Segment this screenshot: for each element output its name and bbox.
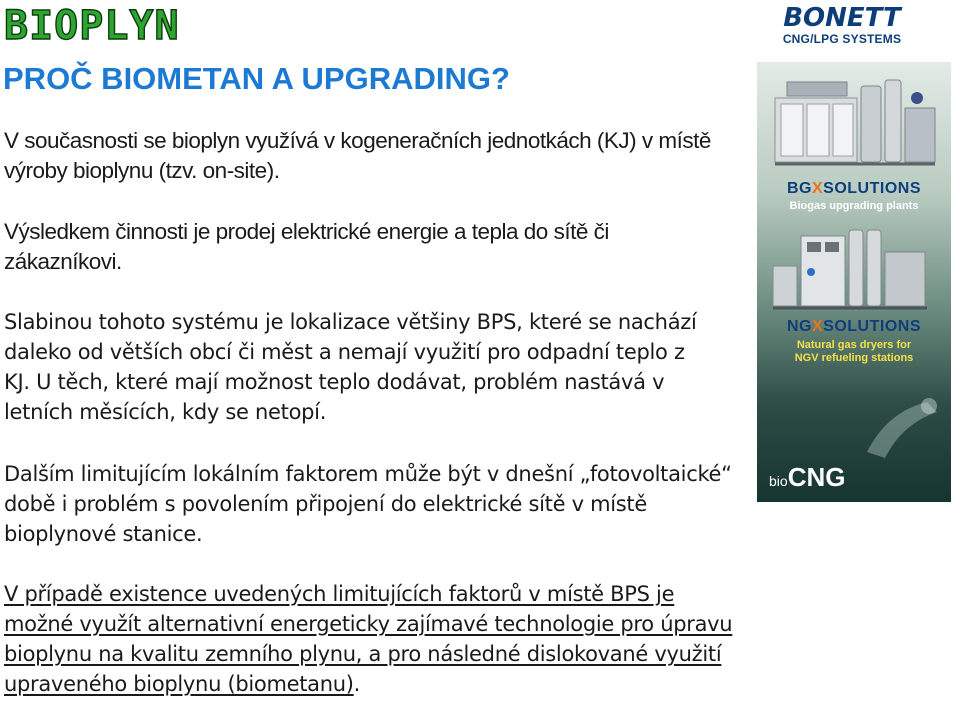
paragraph-3: Slabinou tohoto systému je lokalizace většiny BPS, které se nachází daleko od větších obcí či měst a nemají využití pro odpadní teplo z KJ. U těch, které mají možnost teplo dodávat, problém nastává v letních měsících, kdy se netopí. xyxy=(4,310,697,424)
ngx-suffix: SOLUTIONS xyxy=(823,318,921,335)
paragraph-5-underlined: V případě existence uvedených limitujících faktorů v místě BPS je možné využít alternativní energeticky zajímavé technologie pro úpravu bioplynu na kvalitu zemního plynu, a pro následné dislokované využití upraveného bioplynu (biometanu) xyxy=(4,582,733,696)
ngx-machine-image xyxy=(767,222,941,318)
ngx-x: X xyxy=(811,318,824,335)
bgx-caption: Biogas upgrading plants xyxy=(789,200,919,212)
paragraph-1: V současnosti se bioplyn využívá v kogeneračních jednotkách (KJ) v místě výroby bioplynu (tzv. on-site). xyxy=(4,128,711,183)
paragraph-4: Dalším limitujícím lokálním faktorem může být v dnešní „fotovoltaické“ době i problém s povolením připojení do elektrické sítě v místě bioplynové stanice. xyxy=(4,462,732,546)
fuel-nozzle-graphic xyxy=(857,372,947,462)
ngx-solutions-label xyxy=(757,318,951,336)
biocng-main: CNG xyxy=(787,462,846,492)
brand-subtitle: CNG/LPG SYSTEMS xyxy=(782,32,902,46)
bgx-machine-image xyxy=(767,68,941,176)
bgx-suffix: SOLUTIONS xyxy=(823,180,921,197)
biocng-prefix: bio xyxy=(769,473,788,489)
biocng-logo xyxy=(769,462,845,493)
bgx-prefix: BG xyxy=(786,180,812,197)
ngx-caption-line-2: NGV refueling stations xyxy=(794,352,914,364)
ngx-prefix: NG xyxy=(786,318,812,335)
ngx-caption-line-1: Natural gas dryers for xyxy=(796,339,912,351)
bonett-brand xyxy=(742,4,942,46)
bioplyn-logo: BIOPLYN xyxy=(4,3,180,49)
brand-name: BONETT xyxy=(783,3,901,33)
paragraph-5 xyxy=(4,579,749,699)
page-title: PROČ BIOMETAN A UPGRADING? xyxy=(3,61,510,96)
paragraph-5-period: . xyxy=(353,672,361,696)
paragraph-2: Výsledkem činnosti je prodej elektrické energie a tepla do sítě či zákazníkovi. xyxy=(4,219,609,274)
bgx-x: X xyxy=(811,180,824,197)
product-banner xyxy=(757,62,951,502)
bgx-solutions-label xyxy=(757,180,951,198)
